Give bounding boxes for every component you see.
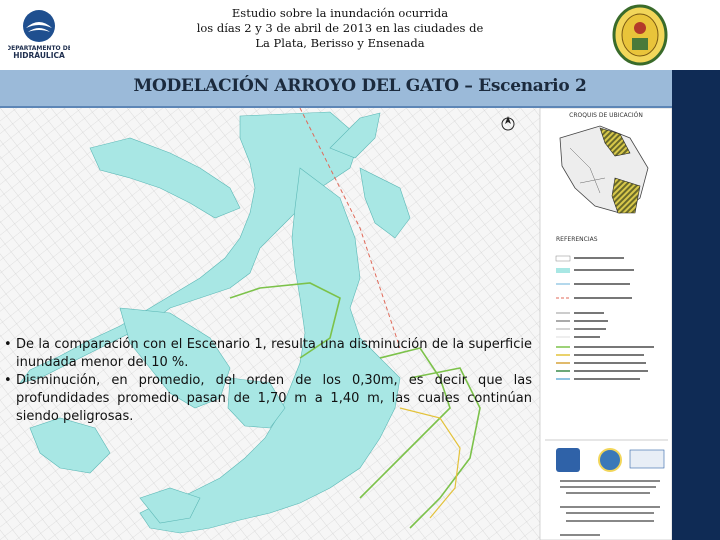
university-seal — [612, 4, 668, 66]
logo-line-1: DEPARTAMENTO DE — [8, 45, 70, 52]
finding-text-1: De la comparación con el Escenario 1, resulta una disminución de la superficie inundada menor del 10 %. — [16, 337, 532, 370]
study-title — [150, 6, 530, 51]
logo-line-2: HIDRÁULICA — [13, 51, 65, 60]
finding-item — [4, 372, 532, 426]
side-bar — [672, 70, 720, 540]
flood-map — [0, 108, 672, 540]
bullet-icon: • — [4, 373, 12, 388]
legend-title: REFERENCIAS — [556, 236, 598, 243]
finding-item — [4, 336, 532, 372]
finding-text-2: Disminución, en promedio, del orden de los 0,30m, es decir que las profundidades promedio pasan de 1,70 m a 1,40 m, las cuales continúan siendo peligrosas. — [16, 373, 532, 424]
title-line-3: La Plata, Berisso y Ensenada — [255, 36, 425, 50]
header — [0, 0, 720, 70]
title-line-1: Estudio sobre la inundación ocurrida — [231, 6, 449, 20]
title-line-2: los días 2 y 3 de abril de 2013 en las ciudades de — [196, 21, 484, 35]
bullet-icon: • — [4, 337, 12, 352]
location-title: CROQUIS DE UBICACIÓN — [569, 112, 643, 119]
banner-title: MODELACIÓN ARROYO DEL GATO – Escenario 2 — [133, 76, 587, 96]
findings-list — [4, 336, 532, 426]
section-banner — [0, 70, 720, 109]
hidraulica-logo — [8, 6, 70, 66]
